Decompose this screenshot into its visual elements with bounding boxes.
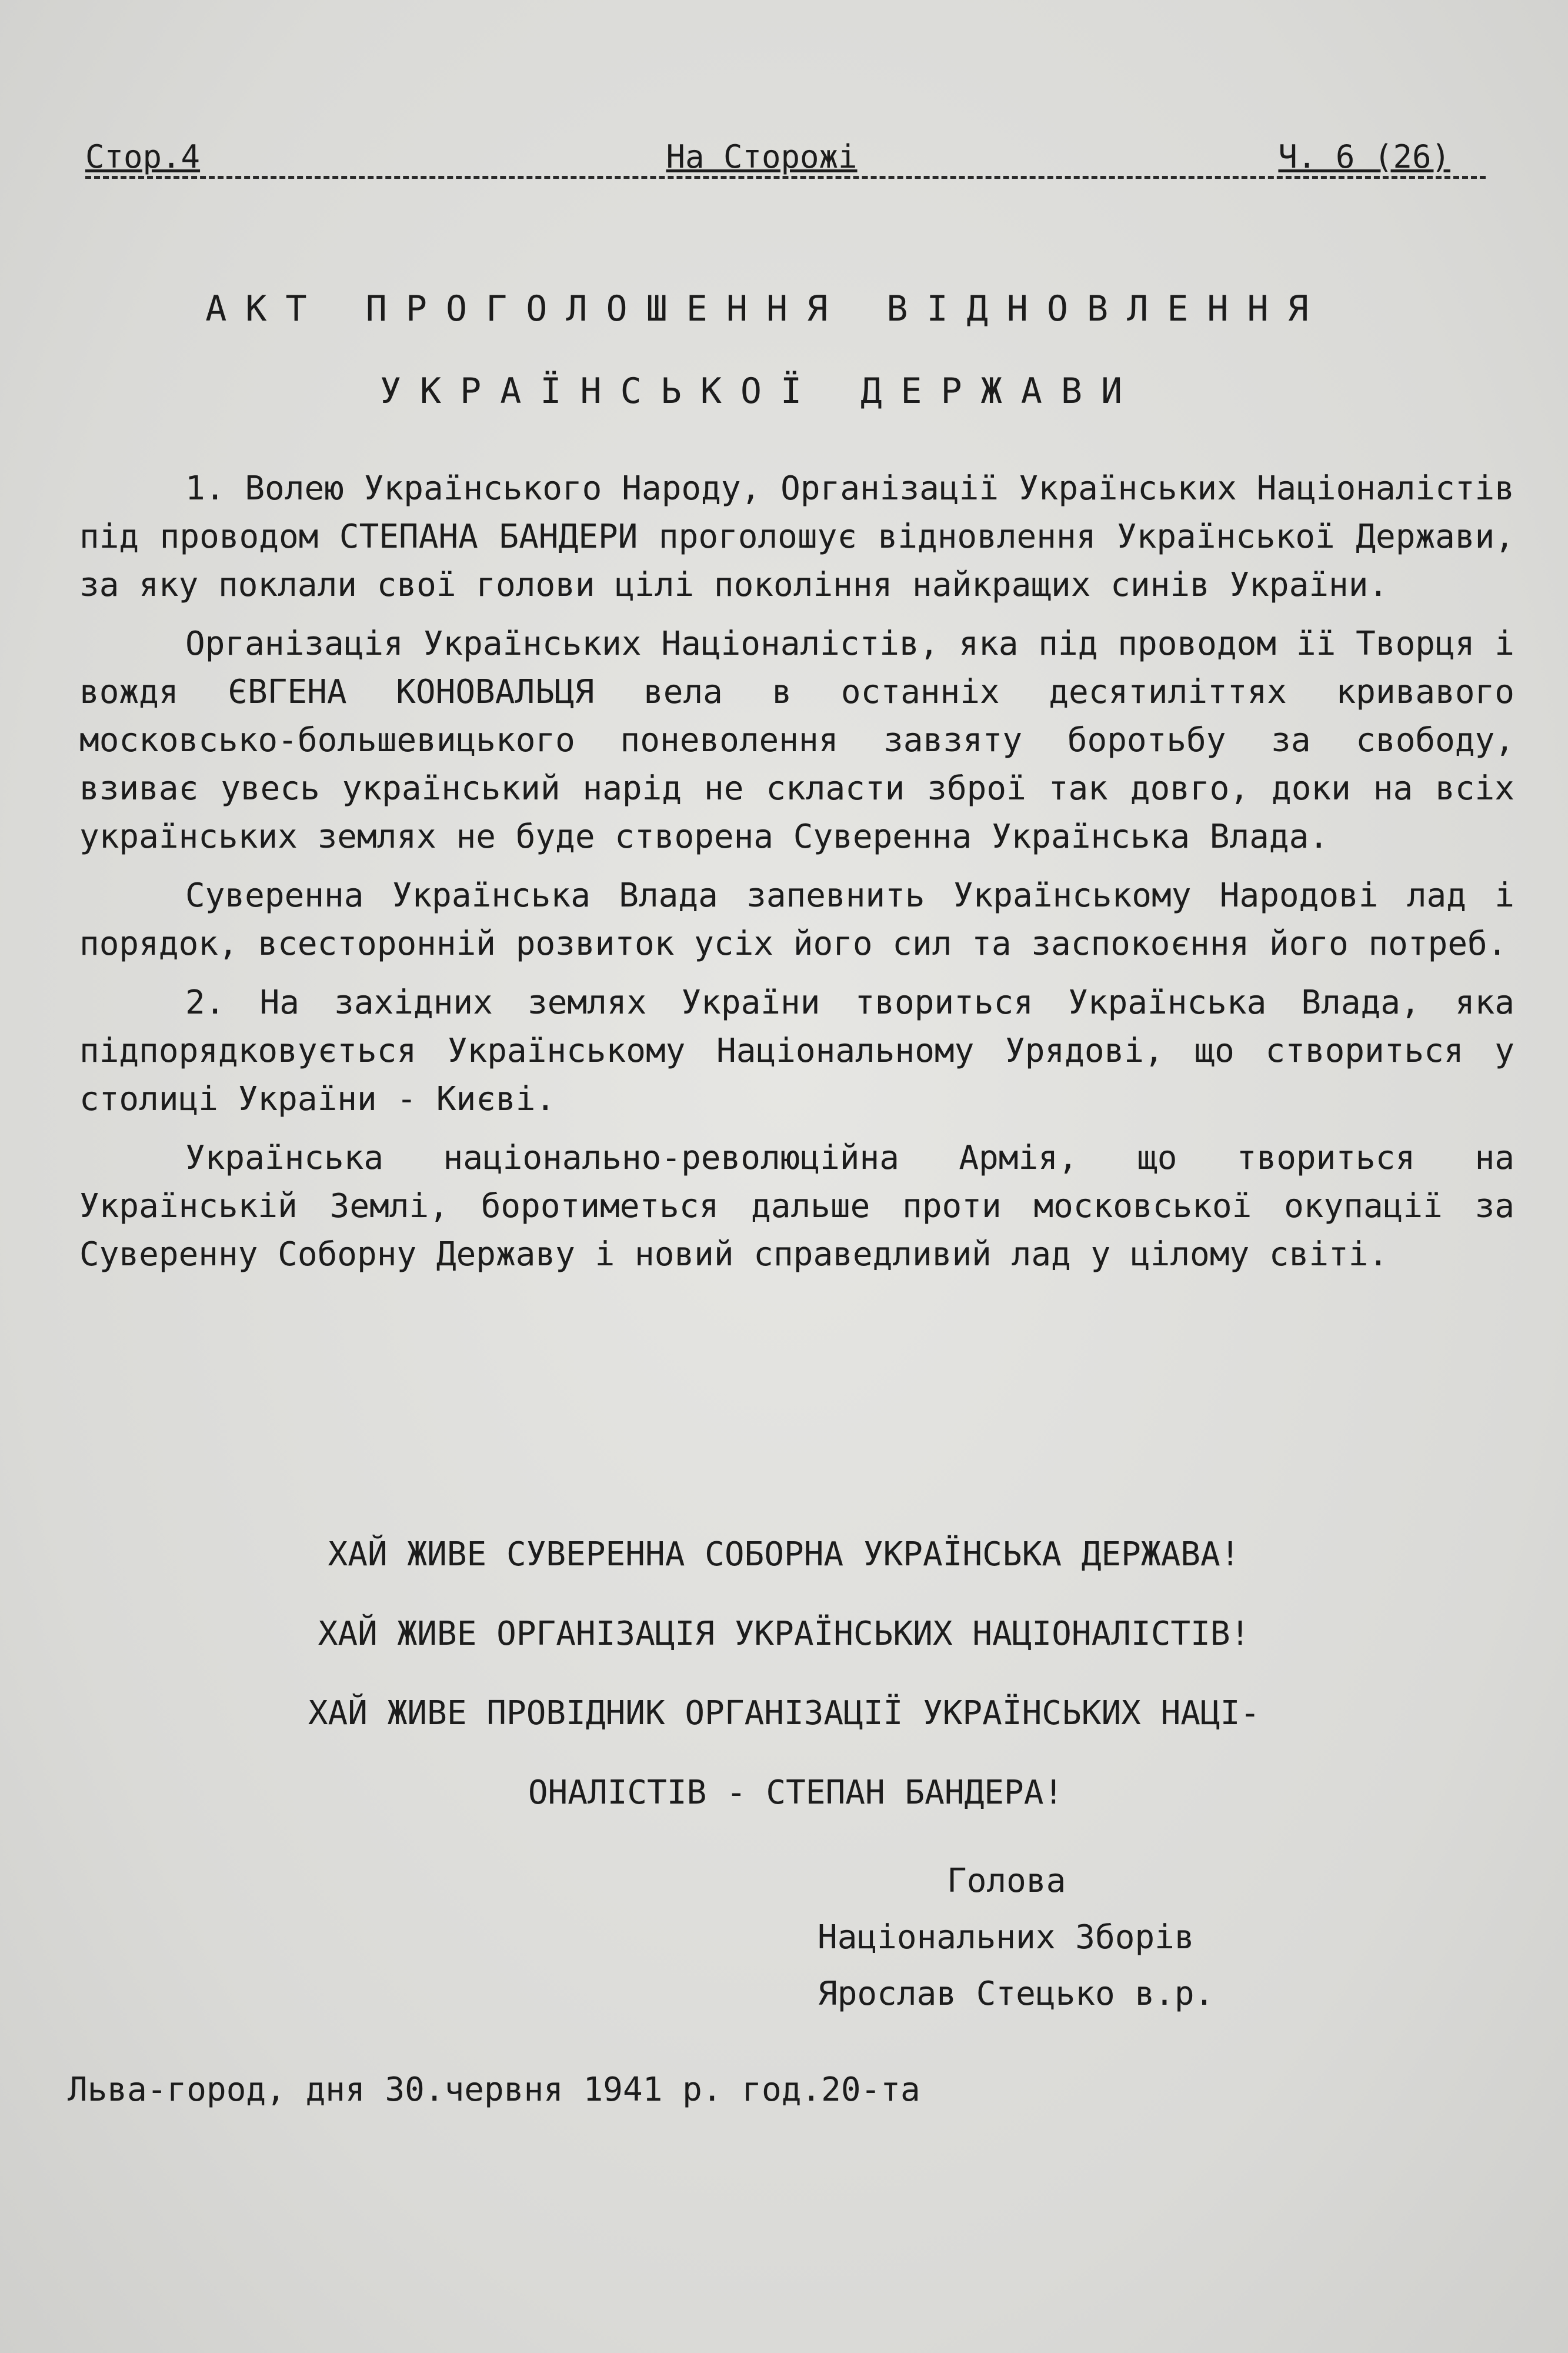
page-number: Стор.4 (85, 138, 201, 175)
signatory-name: Ярослав Стецько в.р. (818, 1975, 1215, 2013)
issue-number: Ч. 6 (26) (1278, 138, 1450, 175)
paragraph: 2. На західних землях України твориться Українська Влада, яка підпорядковується Українському Національному Урядові, що створиться у столиці України - Києві. (79, 984, 1514, 1118)
slogan-line: ХАЙ ЖИВЕ ОРГАНІЗАЦІЯ УКРАЇНСЬКИХ НАЦІОНАЛІСТІВ! (318, 1615, 1250, 1653)
signatory-title: Голова (947, 1862, 1066, 1900)
document-title-line-1: АКТ ПРОГОЛОШЕННЯ ВІДНОВЛЕННЯ (205, 288, 1327, 329)
paragraph: Українська національно-революційна Армія, що твориться на Українській Землі, боротиметься дальше проти московської окупації за Суверенну Соборну Державу і новий справедливий лад у цілому світі. (79, 1139, 1514, 1274)
header-dashed-rule (85, 176, 1486, 179)
paragraph: Організація Українських Націоналістів, яка під проводом її Творця і вождя ЄВГЕНА КОНОВАЛЬЦЯ вела в останніх десятиліттях кривавого московсько-большевицького поневолення завзяту боротьбу за свободу, взиває увесь український нарід не скласти зброї так довго, доки на всіх українських землях не буде створена Суверенна Українська Влада. (79, 625, 1514, 856)
page-header (85, 138, 1486, 191)
slogan-line: ХАЙ ЖИВЕ ПРОВІДНИК ОРГАНІЗАЦІЇ УКРАЇНСЬКИХ НАЦІ- (308, 1694, 1260, 1732)
dateline: Льва-город, дня 30.червня 1941 р. год.20-та (68, 2071, 920, 2109)
signatory-body: Національних Зборів (818, 1918, 1195, 1957)
publication-title: На Сторожі (666, 138, 858, 175)
document-title-line-2: УКРАЇНСЬКОЇ ДЕРЖАВИ (379, 371, 1142, 412)
slogans (0, 1515, 1568, 1832)
paragraph: Суверенна Українська Влада запевнить Українському Народові лад і порядок, всесторонній розвиток усіх його сил та заспокоєння його потреб. (79, 876, 1514, 963)
paragraph: 1. Волею Українського Народу, Організації Українських Націоналістів під проводом СТЕПАНА БАНДЕРИ проголошує відновлення Української Держави, за яку поклали свої голови цілі покоління найкращих синів України. (79, 469, 1514, 604)
document-body (79, 465, 1514, 1289)
signature-block (818, 1853, 1214, 2022)
slogan-line: ОНАЛІСТІВ - СТЕПАН БАНДЕРА! (528, 1774, 1064, 1812)
slogan-line: ХАЙ ЖИВЕ СУВЕРЕННА СОБОРНА УКРАЇНСЬКА ДЕРЖАВА! (328, 1535, 1240, 1574)
